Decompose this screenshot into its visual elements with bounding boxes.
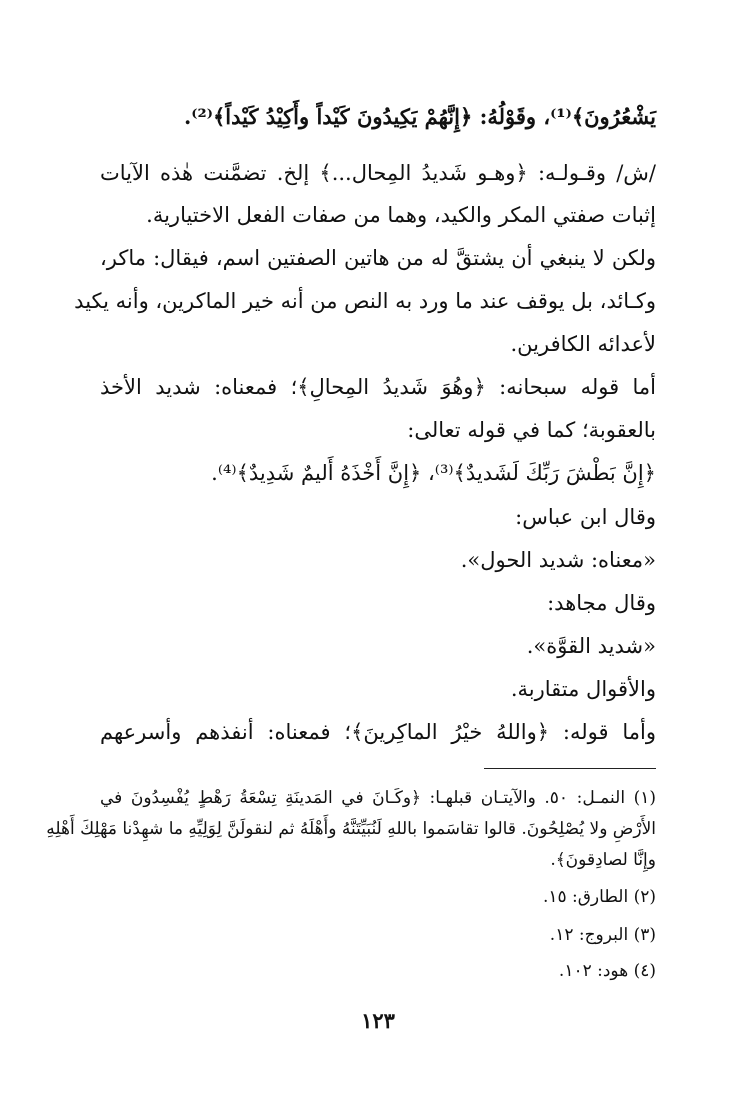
body-line-10: وقال ابن عباس:	[515, 505, 656, 529]
body-line-11: «معناه: شديد الحول».	[460, 548, 656, 572]
body-line-12: وقال مجاهد:	[547, 591, 656, 615]
body-line-13: «شديد القوَّة».	[526, 634, 656, 658]
footnote-1-line-2: الأَرْضِ ولا يُصْلِحُونَ. قالوا تقاسَموا باللهِ لَنُبَيِّتَنَّهُ وأَهْلَهُ ثم لنقولَنَّ لِوَلِيِّهِ ما شهِدْنا مَهْلِكَ أَهْلِهِ	[46, 819, 656, 839]
footnote-separator	[484, 768, 656, 769]
footnote-4: (٤) هود: ١٠٢.	[558, 961, 656, 981]
body-line-3: إثبات صفتي المكر والكيد، وهما من صفات الفعل الاختيارية.	[146, 203, 656, 227]
footnote-3: (٣) البروج: ١٢.	[549, 925, 656, 945]
body-line-5: وكـائد، بل يوقف عند ما ورد به النص من أنه خير الماكرين، وأنه يكيد	[74, 289, 656, 313]
page-number: ١٢٣	[361, 1008, 395, 1033]
body-line-8: بالعقوبة؛ كما في قوله تعالى:	[407, 418, 656, 442]
footnote-2: (٢) الطارق: ١٥.	[542, 887, 656, 907]
footnote-1-line-3: وإِنَّا لصادِقونَ﴾.	[550, 850, 656, 870]
quran-verse-line: ﴿إِنَّ بَطْشَ رَبِّكَ لَشَديدٌ﴾⁽³⁾، ﴿إِنَّ أَخْذَهُ أَليمٌ شَدِيدٌ﴾⁽⁴⁾.	[211, 461, 656, 485]
footnote-1-line-1: (١) النمـل: ٥٠. والآيتـان قبلهـا: ﴿وكَـانَ في المَدينَةِ تِسْعَةُ رَهْطٍ يُفْسِدُونَ في	[100, 788, 657, 808]
body-line-2: /ش/ وقـولـه: ﴿وهـو شَديدُ المِحال...﴾ إلخ. تضمَّنت هٰذه الآيات	[100, 161, 656, 185]
body-line-1: يَشْعُرُونَ﴾⁽¹⁾، وقَوْلُهُ: ﴿إِنَّهُمْ يَكِيدُونَ كَيْداً وأَكِيْدُ كَيْداً﴾⁽²⁾.	[183, 104, 656, 129]
body-line-4: ولكن لا ينبغي أن يشتقَّ له من هاتين الصفتين اسم، فيقال: ماكر،	[100, 246, 656, 270]
body-line-15: وأما قوله: ﴿واللهُ خيْرُ الماكِرينَ﴾؛ فمعناه: أنفذهم وأسرعهم	[100, 720, 656, 744]
body-line-6: لأعدائه الكافرين.	[510, 332, 656, 356]
body-line-7: أما قوله سبحانه: ﴿وهُوَ شَديدُ المِحالِ﴾؛ فمعناه: شديد الأخذ	[100, 375, 656, 399]
body-line-14: والأقوال متقاربة.	[510, 677, 656, 701]
